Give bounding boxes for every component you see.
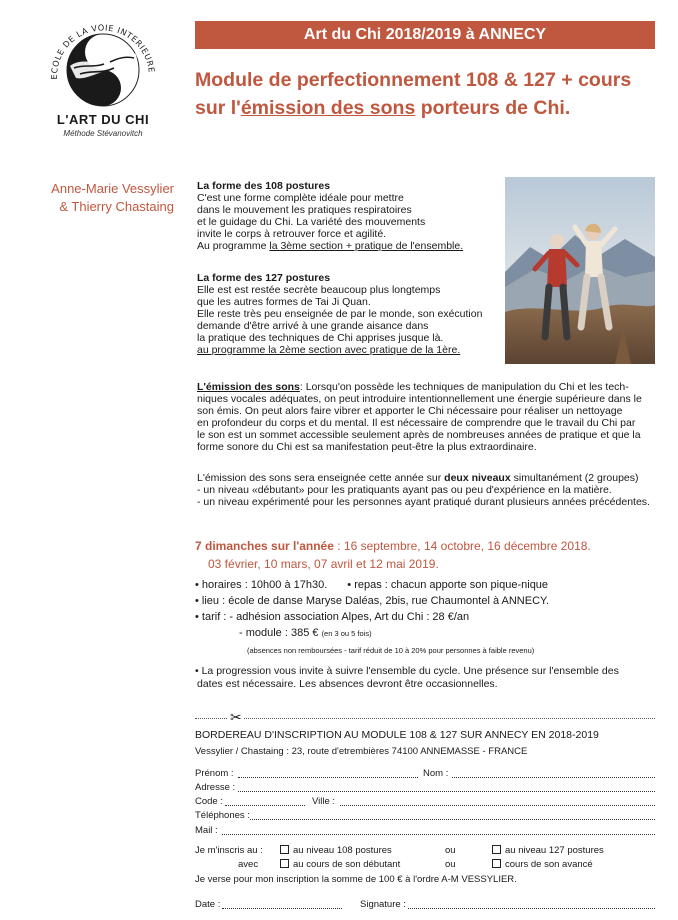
prenom-label: Prénom : (195, 768, 234, 779)
option-127-checkbox[interactable] (492, 845, 604, 856)
nom-field[interactable] (452, 777, 655, 778)
headline-emphasis: émission des sons (240, 97, 416, 119)
hours-info: • horaires : 10h00 à 17h30. (195, 579, 328, 591)
headline-line-2-post: porteurs de Chi. (415, 97, 571, 119)
section-levels (197, 472, 667, 508)
fee-label: • tarif : (195, 611, 227, 623)
page-headline (195, 66, 665, 122)
school-logo (40, 8, 166, 136)
section-108-program (197, 240, 497, 252)
section-108-title: La forme des 108 postures (197, 180, 331, 192)
mountain-practice-image (505, 177, 655, 364)
ville-label: Ville : (312, 796, 336, 807)
cut-line (195, 718, 655, 719)
dates-line-2: 03 février, 10 mars, 07 avril et 12 mai 2019. (208, 557, 439, 571)
logo-subtitle: Méthode Stévanovitch (63, 129, 143, 138)
levels-intro-pre: L'émission des sons sera enseignée cette année sur (197, 472, 445, 484)
authors (24, 180, 174, 216)
logo-arc-text: ECOLE DE LA VOIE INTERIEURE (48, 22, 157, 80)
dates-label: 7 dimanches sur l'année (195, 539, 334, 553)
fee-module-note: (en 3 ou 5 fois) (321, 629, 372, 638)
form-address: Vessylier / Chastaing : 23, route d'etrembières 74100 ANNEMASSE - FRANCE (195, 746, 528, 757)
option-108-checkbox[interactable] (280, 845, 392, 856)
fee-note: (absences non remboursées - tarif réduit de 10 à 20% pour personnes à faible revenu) (247, 646, 535, 655)
dates-first: : 16 septembre, 14 octobre, 16 décembre 2018. (333, 539, 591, 553)
text-line: Elle reste très peu enseignée de par le monde, son exécution (197, 308, 483, 320)
levels-intro (197, 472, 667, 484)
text-line: en profondeur du corps et du mental. Il est nécessaire de comprendre que le travail du Chi par (197, 417, 636, 429)
section-127-title: La forme des 127 postures (197, 272, 331, 284)
text-line: niques vocales adéquates, on peut introduire intentionnellement une énergie supérieure dans le (197, 393, 642, 405)
telephones-label: Téléphones : (195, 810, 250, 821)
date-field[interactable] (222, 908, 342, 909)
form-title: BORDEREAU D'INSCRIPTION AU MODULE 108 & 127 SUR ANNECY EN 2018-2019 (195, 729, 599, 741)
progression-note (195, 665, 665, 690)
emission-first-text: : Lorsqu'on possède les techniques de manipulation du Chi et les tech- (299, 381, 629, 393)
mail-field[interactable] (222, 834, 655, 835)
author-1: Anne-Marie Vessylier (51, 181, 174, 196)
program-prefix: Au programme (197, 240, 270, 252)
fee-module: - module : 385 € (239, 627, 319, 639)
dates-line-1 (195, 537, 665, 555)
signature-field[interactable] (408, 908, 655, 909)
payment-text: Je verse pour mon inscription la somme de 100 € à l'ordre A-M VESSYLIER. (195, 874, 517, 885)
telephones-field[interactable] (250, 819, 655, 820)
option-advanced-checkbox[interactable] (492, 859, 593, 870)
adresse-field[interactable] (238, 791, 655, 792)
mail-label: Mail : (195, 825, 218, 836)
prenom-field[interactable] (238, 777, 418, 778)
option-108-label: au niveau 108 postures (293, 845, 392, 856)
info-row-schedule (195, 577, 665, 593)
scissors-icon: ✂ (230, 709, 242, 725)
nom-label: Nom : (423, 768, 449, 779)
or-text-1: ou (445, 845, 456, 856)
option-beginner-label: au cours de son débutant (293, 859, 401, 870)
text-line: et le guidage du Chi. La variété des mouvements (197, 216, 426, 228)
text-line: Elle est est restée secrète beaucoup plus longtemps (197, 284, 441, 296)
program-108-detail: la 3ème section + pratique de l'ensemble. (269, 240, 464, 252)
levels-emphasis: deux niveaux (444, 472, 511, 484)
author-2: & Thierry Chastaing (59, 199, 174, 214)
info-row-module-fee (195, 625, 665, 642)
text-line: que les autres formes de Tai Ji Quan. (197, 296, 371, 308)
practice-photo (505, 177, 655, 364)
place-info: • lieu : école de danse Maryse Daléas, 2bis, rue Chaumontel à ANNECY. (195, 595, 550, 607)
code-label: Code : (195, 796, 223, 807)
text-line: la pratique des techniques de Chi apprises jusque là. (197, 332, 444, 344)
option-127-label: au niveau 127 postures (505, 845, 604, 856)
progression-line-1: • La progression vous invite à suivre l'ensemble du cycle. Une présence sur l'ensemble des (195, 665, 619, 677)
text-line: son émis. On peut alors faire vibrer et apporter le Chi nécessaire pour réaliser un nettoyage (197, 405, 623, 417)
section-127-postures (197, 272, 497, 356)
program-127-detail: au programme la 2ème section avec pratique de la 1ère. (197, 344, 461, 356)
text-line: forme sonore du Chi est sa manifestation peut-être la plus extraordinaire. (197, 441, 537, 453)
or-text-2: ou (445, 859, 456, 870)
fee-association: - adhésion association Alpes, Art du Chi : 28 €/an (229, 611, 470, 623)
text-line: demande d'être arrivé à une grande aisance dans (197, 320, 429, 332)
section-108-postures (197, 180, 497, 252)
checkbox-icon[interactable] (492, 859, 501, 868)
emission-title: L'émission des sons (197, 381, 300, 393)
signature-label: Signature : (360, 899, 406, 910)
section-emission (197, 381, 667, 453)
headline-line-1: Module de perfectionnement 108 & 127 + cours (195, 69, 632, 91)
logo-name: L'ART DU CHI (56, 112, 150, 127)
info-row-fee (195, 609, 665, 625)
level-advanced: - un niveau expérimenté pour les personnes ayant pratiqué durant plusieurs années précédentes. (197, 496, 650, 508)
adresse-label: Adresse : (195, 782, 236, 793)
title-banner: Art du Chi 2018/2019 à ANNECY (195, 21, 655, 49)
text-line: dans le mouvement les pratiques respiratoires (197, 204, 412, 216)
checkbox-icon[interactable] (280, 845, 289, 854)
text-line: le son est un sommet accessible seulement après de nombreuses années de pratique et que la (197, 429, 641, 441)
practical-info (195, 577, 665, 658)
option-beginner-checkbox[interactable] (280, 859, 400, 870)
text-line: C'est une forme complète idéale pour mettre (197, 192, 404, 204)
text-line: invite le corps à retrouver force et agilité. (197, 228, 387, 240)
checkbox-icon[interactable] (492, 845, 501, 854)
date-label: Date : (195, 899, 221, 910)
meal-info: • repas : chacun apporte son pique-nique (347, 579, 549, 591)
option-advanced-label: cours de son avancé (505, 859, 593, 870)
inscription-label: Je m'inscris au : (195, 845, 263, 856)
checkbox-icon[interactable] (280, 859, 289, 868)
headline-line-2 (195, 94, 665, 122)
progression-line-2: dates est nécessaire. Les absences devront être occasionnelles. (197, 677, 498, 690)
emission-first-line (197, 381, 667, 393)
ville-field[interactable] (340, 805, 655, 806)
headline-line-2-pre: sur l' (195, 97, 241, 119)
levels-intro-post: simultanément (2 groupes) (510, 472, 639, 484)
code-field[interactable] (225, 805, 305, 806)
session-dates (195, 537, 665, 573)
yin-yang-tiger-emblem (40, 8, 166, 112)
level-beginner: - un niveau «débutant» pour les pratiquants ayant pas ou peu d'expérience en la matière. (197, 484, 612, 496)
with-text: avec (238, 859, 259, 870)
